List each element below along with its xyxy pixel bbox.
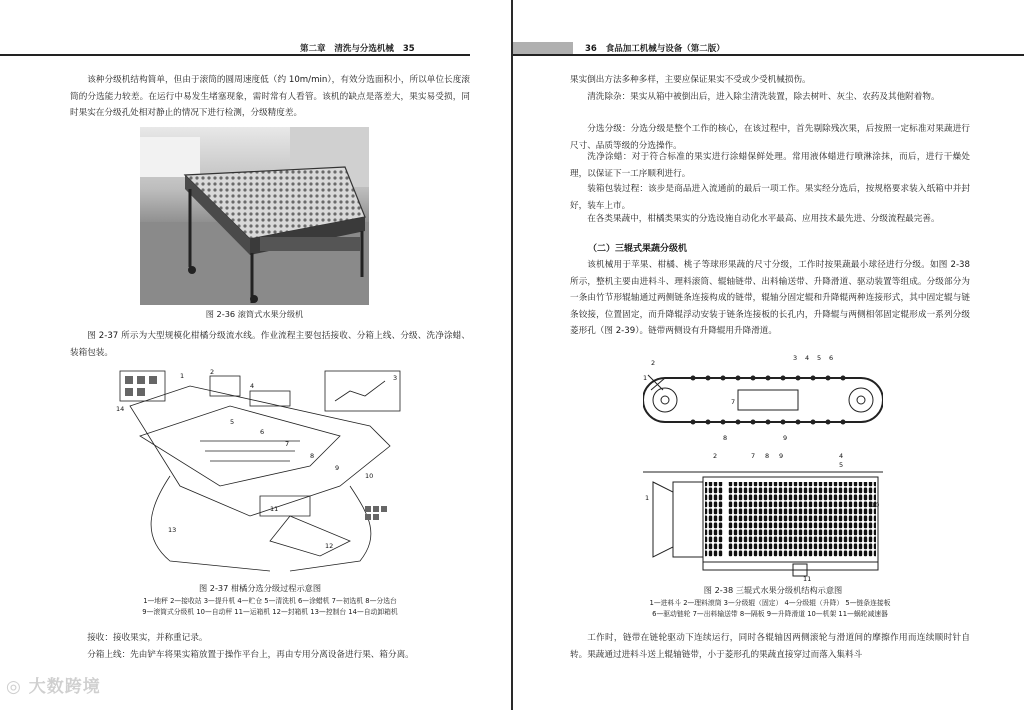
paragraph: 装箱包装过程：该步是商品进入流通前的最后一项工作。果实经分选后，按规格要求装入纸箱中并封好，装车上市。 [570, 184, 970, 211]
three-roller-grader-top-view [643, 452, 883, 582]
callout-number: 1 [645, 494, 650, 502]
watermark-logo [6, 672, 101, 697]
paragraph: 分选分级：分选分级是整个工作的核心，在该过程中，首先剔除残次果，后按照一定标准对果蔬进行尺寸、品质等级的分选操作。 [570, 124, 970, 151]
chapter-title: 清洗与分选机械 [334, 44, 394, 54]
callout-number: 8 [765, 452, 770, 460]
callout-number: 10 [871, 501, 880, 509]
callout-number: 5 [839, 461, 844, 469]
callout-number: 2 [651, 359, 656, 367]
figure-legend: 1—地秤 2—接收站 3—提升机 4—贮仓 5—清洗机 6—涂蜡机 7—初选机 8—分选台 [143, 597, 397, 605]
callout-number: 11 [803, 575, 812, 582]
callout-number: 4 [805, 354, 810, 362]
callout-number: 12 [325, 542, 334, 550]
callout-number: 4 [839, 452, 844, 460]
callout-number: 6 [260, 428, 265, 436]
figure-caption-2-36: 图 2-36 滚筒式水果分级机 [205, 309, 304, 319]
callout-number: 1 [643, 374, 648, 382]
callout-number: 10 [365, 472, 374, 480]
callout-number: 1 [180, 372, 185, 380]
watermark-text: 大数跨境 [28, 677, 101, 697]
three-roller-grader-side-view [643, 350, 883, 445]
figure-caption-2-38: 图 2-38 三辊式水果分级机结构示意图 [703, 585, 843, 595]
page-number: 36 [585, 44, 597, 54]
callout-number: 5 [230, 418, 235, 426]
watermark-icon: ◎ [6, 677, 22, 697]
header-tab [513, 42, 573, 54]
paragraph: 工作时，链带在链轮驱动下连续运行，同时各辊轴因两侧滚轮与滑道间的摩擦作用而连续顺时针自转。果蔬通过进料斗送上辊轴链带，小于菱形孔的果蔬直接穿过而落入集料斗 [570, 633, 970, 660]
callout-number: 5 [817, 354, 822, 362]
callout-number: 3 [793, 354, 798, 362]
callout-number: 3 [393, 374, 398, 382]
section-subheading: （二）三辊式果蔬分级机 [588, 244, 688, 254]
callout-number: 7 [285, 440, 290, 448]
right-page [513, 0, 1024, 710]
paragraph: 接收：接收果实，并称重记录。 [87, 633, 208, 643]
callout-number: 6 [829, 354, 834, 362]
paragraph: 该种分级机结构简单，但由于滚筒的圆周速度低（约 10m/min），有效分选面积小，所以单位长度滚筒的分选能力较差。在运行中易发生堵塞现象，需时常有人看管。该机的缺点是落差大，果实易受损，同时果实在分级孔处相对静止的情况下进行检测，分级精度差。 [70, 75, 470, 119]
callout-number: 13 [168, 526, 177, 534]
callout-number: 8 [723, 434, 728, 442]
chapter-label: 第二章 [300, 44, 326, 54]
callout-number: 11 [270, 505, 279, 513]
header-rule [0, 54, 470, 56]
callout-number: 7 [731, 398, 736, 406]
figure-legend: 1—进料斗 2—理料滚筒 3—分级辊（固定） 4—分级辊（升降） 5—链条连接板 [649, 599, 891, 607]
page-number: 35 [402, 44, 415, 54]
paragraph: 洗净涂蜡：对于符合标准的果实进行涂蜡保鲜处理。常用液体蜡进行喷淋涂抹，而后，进行干燥处理，以保证下一工序顺利进行。 [570, 152, 970, 179]
book-title: 食品加工机械与设备（第二版） [605, 44, 725, 54]
right-running-header [585, 42, 725, 54]
figure-caption-2-37: 图 2-37 柑橘分选分级过程示意图 [198, 583, 322, 593]
citrus-grading-line-diagram [110, 366, 410, 576]
callout-number: 9 [335, 464, 340, 472]
callout-number: 9 [783, 434, 788, 442]
callout-number: 8 [310, 452, 315, 460]
paragraph: 图 2-37 所示为大型规模化柑橘分级流水线。作业流程主要包括接收、分箱上线、分级、洗净涂蜡、装箱包装。 [70, 331, 470, 358]
paragraph: 果实倒出方法多种多样，主要应保证果实不受或少受机械损伤。 [570, 75, 811, 85]
header-rule [513, 54, 1024, 56]
figure-legend: 6—驱动链轮 7—出料输送带 8—隔板 9—升降滑道 10—机架 11—蜗轮减速器 [652, 610, 888, 618]
paragraph: 该机械用于苹果、柑橘、桃子等球形果蔬的尺寸分级，工作时按果蔬最小球径进行分级。如图 2-38 所示，整机主要由进料斗、理料滚筒、辊轴链带、出料输送带、升降滑道、驱动装置等组成。分级部分为一条由竹节形辊轴通过两侧链条连接构成的链带，辊轴分固定辊和升降辊两种连接形式，其中固定辊与链条铰接，位置固定，而升降辊浮动安装于链条连接板的长孔内，升降辊与两侧相邻固定辊形成一系列分级菱形孔（图 2-39）。链带两侧设有升降辊用升降滑道。 [570, 260, 970, 337]
callout-number: 2 [210, 368, 215, 376]
figure-legend: 9—滚筒式分级机 10—自动秤 11—运箱机 12—封箱机 13—控制台 14—自动卸箱机 [142, 608, 398, 616]
drum-grader-photo [140, 127, 369, 305]
left-running-header [300, 42, 415, 54]
paragraph: 分箱上线：先由铲车将果实箱放置于操作平台上，再由专用分离设备进行果、箱分离。 [87, 650, 414, 660]
paragraph: 清洗除杂：果实从箱中被倒出后，进入除尘清洗装置，除去树叶、灰尘、农药及其他附着物。 [587, 92, 940, 102]
callout-number: 14 [116, 405, 125, 413]
callout-number: 4 [250, 382, 255, 390]
paragraph: 在各类果蔬中，柑橘类果实的分选设施自动化水平最高、应用技术最先进、分级流程最完善。 [587, 214, 940, 224]
callout-number: 9 [779, 452, 784, 460]
callout-number: 2 [713, 452, 718, 460]
callout-number: 7 [751, 452, 756, 460]
